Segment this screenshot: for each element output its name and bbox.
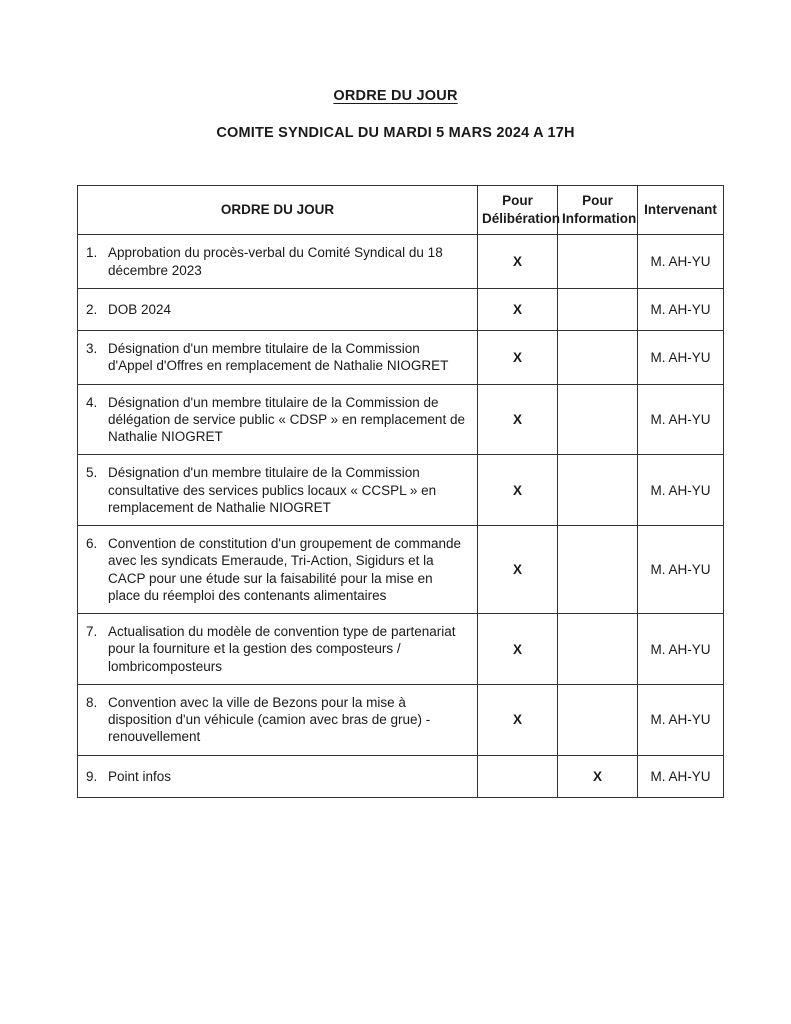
intervenant-cell: M. AH-YU xyxy=(638,384,724,455)
item-number: 1. xyxy=(86,245,98,261)
item-number: 8. xyxy=(86,694,98,710)
agenda-item-cell xyxy=(78,526,478,614)
item-text: Approbation du procès-verbal du Comité Syndical du 18 décembre 2023 xyxy=(108,245,443,278)
agenda-item-cell xyxy=(78,384,478,455)
deliberation-mark-cell: X xyxy=(478,384,558,455)
intervenant-cell: M. AH-YU xyxy=(638,288,724,330)
table-row xyxy=(78,526,724,614)
table-row xyxy=(78,235,724,289)
deliberation-mark-cell: X xyxy=(478,288,558,330)
intervenant-cell: M. AH-YU xyxy=(638,330,724,384)
table-row xyxy=(78,330,724,384)
information-mark-cell xyxy=(558,235,638,289)
agenda-item-cell xyxy=(78,614,478,685)
item-number: 9. xyxy=(86,768,98,784)
item-number: 4. xyxy=(86,394,98,410)
intervenant-cell: M. AH-YU xyxy=(638,235,724,289)
agenda-item-cell xyxy=(78,684,478,755)
item-text: DOB 2024 xyxy=(108,301,172,317)
item-number: 6. xyxy=(86,536,98,552)
information-mark-cell xyxy=(558,330,638,384)
intervenant-cell: M. AH-YU xyxy=(638,684,724,755)
intervenant-cell: M. AH-YU xyxy=(638,755,724,797)
information-mark-cell xyxy=(558,288,638,330)
item-number: 2. xyxy=(86,301,98,317)
col-header-intervenant: Intervenant xyxy=(638,186,724,235)
table-row xyxy=(78,755,724,797)
table-row xyxy=(78,614,724,685)
intervenant-cell: M. AH-YU xyxy=(638,614,724,685)
item-number: 3. xyxy=(86,340,98,356)
document-title xyxy=(0,88,791,104)
agenda-table-body xyxy=(78,235,724,797)
col-header-ordre-du-jour: ORDRE DU JOUR xyxy=(78,186,478,235)
item-number: 7. xyxy=(86,624,98,640)
agenda-item-cell xyxy=(78,455,478,526)
document-title-text: ORDRE DU JOUR xyxy=(333,88,458,104)
item-text: Désignation d'un membre titulaire de la Commission d'Appel d'Offres en remplacement de Nathalie NIOGRET xyxy=(108,340,449,374)
item-text: Convention avec la ville de Bezons pour la mise à disposition d'un véhicule (camion avec bras de grue) - renouvellement xyxy=(108,694,431,745)
information-mark-cell xyxy=(558,455,638,526)
deliberation-mark-cell: X xyxy=(478,614,558,685)
deliberation-mark-cell: X xyxy=(478,235,558,289)
agenda-table-header xyxy=(78,186,724,235)
document-subtitle: COMITE SYNDICAL DU MARDI 5 MARS 2024 A 17H xyxy=(216,125,575,141)
deliberation-mark-cell xyxy=(478,755,558,797)
agenda-table xyxy=(77,185,724,798)
agenda-item-cell xyxy=(78,755,478,797)
information-mark-cell xyxy=(558,684,638,755)
col-header-pour-information: Pour Information xyxy=(558,186,638,235)
item-number: 5. xyxy=(86,465,98,481)
information-mark-cell xyxy=(558,384,638,455)
agenda-item-cell xyxy=(78,235,478,289)
deliberation-mark-cell: X xyxy=(478,330,558,384)
information-mark-cell: X xyxy=(558,755,638,797)
item-text: Point infos xyxy=(108,768,172,784)
header-row xyxy=(78,186,724,235)
table-row xyxy=(78,384,724,455)
deliberation-mark-cell: X xyxy=(478,526,558,614)
information-mark-cell xyxy=(558,614,638,685)
intervenant-cell: M. AH-YU xyxy=(638,526,724,614)
agenda-item-cell xyxy=(78,288,478,330)
information-mark-cell xyxy=(558,526,638,614)
intervenant-cell: M. AH-YU xyxy=(638,455,724,526)
agenda-item-cell xyxy=(78,330,478,384)
item-text: Désignation d'un membre titulaire de la Commission de délégation de service public « CDSP » en remplacement de Nathalie NIOGRET xyxy=(108,394,465,445)
item-text: Convention de constitution d'un groupement de commande avec les syndicats Emeraude, Tri-Action, Sigidurs et la CACP pour une étude sur la faisabilité pour la mise en place du réemploi des contenants alimentaires xyxy=(108,536,462,603)
deliberation-mark-cell: X xyxy=(478,684,558,755)
col-header-pour-deliberation: Pour Délibération xyxy=(478,186,558,235)
item-text: Actualisation du modèle de convention type de partenariat pour la fourniture et la gestion des composteurs / lombricomposteurs xyxy=(108,624,456,674)
table-row xyxy=(78,455,724,526)
table-row xyxy=(78,684,724,755)
deliberation-mark-cell: X xyxy=(478,455,558,526)
item-text: Désignation d'un membre titulaire de la Commission consultative des services publics locaux « CCSPL » en remplacement de Nathalie NIOGRET xyxy=(108,465,437,515)
table-row xyxy=(78,288,724,330)
